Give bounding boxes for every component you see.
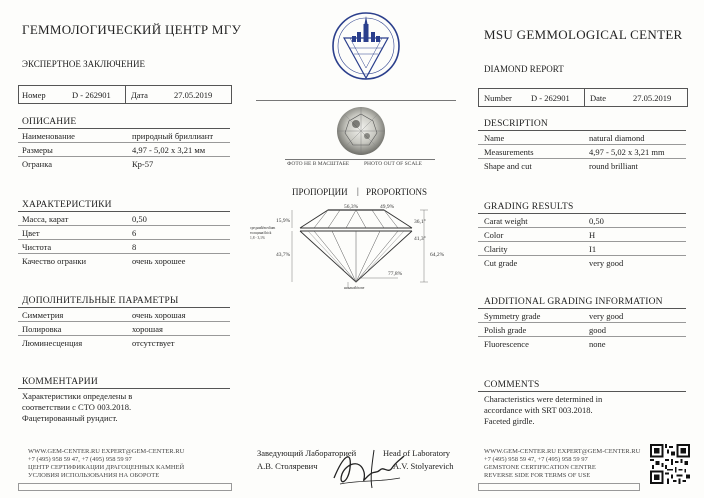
- left-comments-rule: [18, 388, 230, 389]
- girdle-line2: толщина/thick: [250, 231, 272, 235]
- row-rule: [478, 227, 686, 228]
- right-add-value-0: very good: [589, 311, 624, 321]
- right-comment-line-0: Characteristics were determined in: [484, 394, 603, 404]
- proportions-diagram: [248, 198, 458, 290]
- row-rule: [18, 335, 230, 336]
- crown-angle: 36,1°: [414, 219, 426, 225]
- right-desc-label-1: Measurements: [484, 147, 534, 157]
- left-characteristics-heading: ХАРАКТЕРИСТИКИ: [22, 200, 112, 210]
- row-rule: [478, 255, 686, 256]
- row-rule: [18, 225, 230, 226]
- right-number-divider: [584, 88, 585, 106]
- center-top-rule: [256, 100, 456, 101]
- row-rule: [478, 336, 686, 337]
- photo-caption-rule: [285, 159, 435, 160]
- proportions-en: PROPORTIONS: [366, 187, 427, 197]
- left-char-label-2: Чистота: [22, 242, 52, 252]
- left-char-value-1: 6: [132, 228, 137, 238]
- left-desc-label-1: Размеры: [22, 145, 53, 155]
- pavilion-angle: 41,3°: [414, 236, 426, 242]
- left-add-label-1: Полировка: [22, 324, 62, 334]
- pavilion-depth-pct: 43,7%: [276, 252, 291, 258]
- left-additional-heading: ДОПОЛНИТЕЛЬНЫЕ ПАРАМЕТРЫ: [22, 296, 179, 306]
- left-desc-value-1: 4,97 - 5,02 x 3,21 мм: [132, 145, 206, 155]
- left-footer-band: [18, 483, 232, 491]
- right-additional-rule: [478, 308, 686, 309]
- right-desc-label-2: Shape and cut: [484, 161, 532, 171]
- row-rule: [478, 144, 686, 145]
- signature-icon: [330, 444, 410, 490]
- left-comment-line-1: соответствии с СТО 003.2018.: [22, 402, 132, 412]
- total-depth-pct: 64,2%: [430, 252, 445, 258]
- right-comments-rule: [478, 391, 686, 392]
- right-grade-value-0: 0,50: [589, 216, 604, 226]
- right-grade-value-3: very good: [589, 258, 624, 268]
- right-number-label: Number: [484, 93, 512, 103]
- signature-name-ru: А.В. Столяревич: [257, 461, 318, 471]
- right-grade-value-2: I1: [589, 244, 597, 254]
- right-date-value: 27.05.2019: [633, 93, 672, 103]
- msu-seal-icon: [330, 8, 402, 88]
- row-rule: [18, 321, 230, 322]
- left-footer-line-3: УСЛОВИЯ ИСПОЛЬЗОВАНИЯ НА ОБОРОТЕ: [28, 472, 160, 479]
- left-desc-label-0: Наименование: [22, 131, 75, 141]
- photo-caption-en: PHOTO OUT OF SCALE: [364, 161, 423, 167]
- left-char-label-3: Качество огранки: [22, 256, 87, 266]
- right-grade-label-3: Cut grade: [484, 258, 518, 268]
- right-footer-line-1: +7 (495) 958 59 47, +7 (495) 958 59 97: [484, 456, 588, 463]
- right-add-label-0: Symmetry grade: [484, 311, 541, 321]
- right-title: MSU GEMMOLOGICAL CENTER: [484, 27, 683, 42]
- diamond-photo-icon: [332, 104, 390, 158]
- right-add-label-2: Fluorescence: [484, 339, 529, 349]
- left-subtitle: ЭКСПЕРТНОЕ ЗАКЛЮЧЕНИЕ: [22, 59, 145, 69]
- star-pct: 49,9%: [380, 204, 395, 210]
- right-comments-heading: COMMENTS: [484, 380, 540, 390]
- girdle-line1: средний/medium: [250, 226, 276, 230]
- left-char-value-3: очень хорошее: [132, 256, 186, 266]
- left-comment-line-2: Фацетированный рундист.: [22, 413, 118, 423]
- row-rule: [478, 241, 686, 242]
- right-footer-line-3: REVERSE SIDE FOR TERMS OF USE: [484, 472, 591, 479]
- left-char-value-0: 0,50: [132, 214, 147, 224]
- left-number-value: D - 262901: [72, 90, 111, 100]
- table-pct: 56,3%: [344, 204, 359, 210]
- right-grade-label-0: Carat weight: [484, 216, 528, 226]
- left-add-value-1: хорошая: [132, 324, 163, 334]
- girdle-line3: 1,8 - 3,1%: [250, 236, 265, 240]
- left-number-label: Номер: [22, 90, 46, 100]
- right-grade-value-1: H: [589, 230, 596, 240]
- left-date-value: 27.05.2019: [174, 90, 213, 100]
- right-comment-line-2: Faceted girdle.: [484, 416, 535, 426]
- right-subtitle: DIAMOND REPORT: [484, 64, 564, 74]
- right-additional-heading: ADDITIONAL GRADING INFORMATION: [484, 297, 663, 307]
- left-footer-line-1: +7 (495) 958 59 47, +7 (495) 958 59 97: [28, 456, 132, 463]
- right-description-heading: DESCRIPTION: [484, 119, 548, 129]
- right-footer-band: [478, 483, 640, 491]
- right-footer-line-0: WWW.GEM-CENTER.RU EXPERT@GEM-CENTER.RU: [484, 448, 641, 455]
- right-description-rule: [478, 130, 686, 131]
- left-title: ГЕММОЛОГИЧЕСКИЙ ЦЕНТР МГУ: [22, 22, 242, 37]
- left-date-label: Дата: [131, 90, 148, 100]
- left-add-label-0: Симметрия: [22, 310, 64, 320]
- signature-role-en: Head of Laboratory: [383, 448, 451, 458]
- right-grade-label-2: Clarity: [484, 244, 508, 254]
- row-rule: [18, 142, 230, 143]
- left-characteristics-rule: [18, 211, 230, 212]
- left-footer-line-0: WWW.GEM-CENTER.RU EXPERT@GEM-CENTER.RU: [28, 448, 185, 455]
- left-additional-rule: [18, 307, 230, 308]
- left-char-label-1: Цвет: [22, 228, 40, 238]
- left-desc-label-2: Огранка: [22, 159, 52, 169]
- left-add-label-2: Люминесценция: [22, 338, 83, 348]
- right-footer-line-2: GEMSTONE CERTIFICATION CENTRE: [484, 464, 596, 471]
- right-number-value: D - 262901: [531, 93, 570, 103]
- culet-label: никакой/none: [344, 286, 365, 290]
- left-comments-heading: КОММЕНТАРИИ: [22, 377, 98, 387]
- left-desc-value-2: Кр-57: [132, 159, 154, 169]
- left-comment-line-0: Характеристики определены в: [22, 391, 133, 401]
- right-add-value-1: good: [589, 325, 606, 335]
- crown-height-pct: 15,9%: [276, 218, 291, 224]
- right-grading-heading: GRADING RESULTS: [484, 202, 574, 212]
- qr-code-icon: [650, 444, 690, 484]
- right-desc-value-2: round brilliant: [589, 161, 638, 171]
- right-desc-label-0: Name: [484, 133, 505, 143]
- signature-name-en: A.V. Stolyarevich: [393, 461, 454, 471]
- right-desc-value-1: 4,97 - 5,02 x 3,21 mm: [589, 147, 665, 157]
- row-rule: [18, 253, 230, 254]
- row-rule: [478, 158, 686, 159]
- photo-caption-ru: ФОТО НЕ В МАСШТАБЕ: [287, 161, 350, 167]
- right-comment-line-1: accordance with SRT 003.2018.: [484, 405, 593, 415]
- row-rule: [18, 239, 230, 240]
- left-description-rule: [18, 128, 230, 129]
- right-desc-value-0: natural diamond: [589, 133, 645, 143]
- left-number-divider: [125, 85, 126, 103]
- right-date-label: Date: [590, 93, 607, 103]
- left-description-heading: ОПИСАНИЕ: [22, 117, 77, 127]
- left-footer-line-2: ЦЕНТР СЕРТИФИКАЦИИ ДРАГОЦЕННЫХ КАМНЕЙ: [28, 464, 185, 471]
- right-add-value-2: none: [589, 339, 606, 349]
- proportions-ru: ПРОПОРЦИИ: [292, 187, 348, 197]
- row-rule: [18, 156, 230, 157]
- right-grade-label-1: Color: [484, 230, 504, 240]
- left-add-value-2: отсутствует: [132, 338, 175, 348]
- proportions-divider: |: [357, 186, 359, 196]
- signature-role-ru: Заведующий Лабораторией: [257, 448, 357, 458]
- right-grading-rule: [478, 213, 686, 214]
- left-char-label-0: Масса, карат: [22, 214, 69, 224]
- row-rule: [478, 322, 686, 323]
- left-char-value-2: 8: [132, 242, 137, 252]
- lower-half-pct: 77,8%: [388, 271, 403, 277]
- left-desc-value-0: природный бриллиант: [132, 131, 214, 141]
- right-add-label-1: Polish grade: [484, 325, 527, 335]
- left-add-value-0: очень хорошая: [132, 310, 186, 320]
